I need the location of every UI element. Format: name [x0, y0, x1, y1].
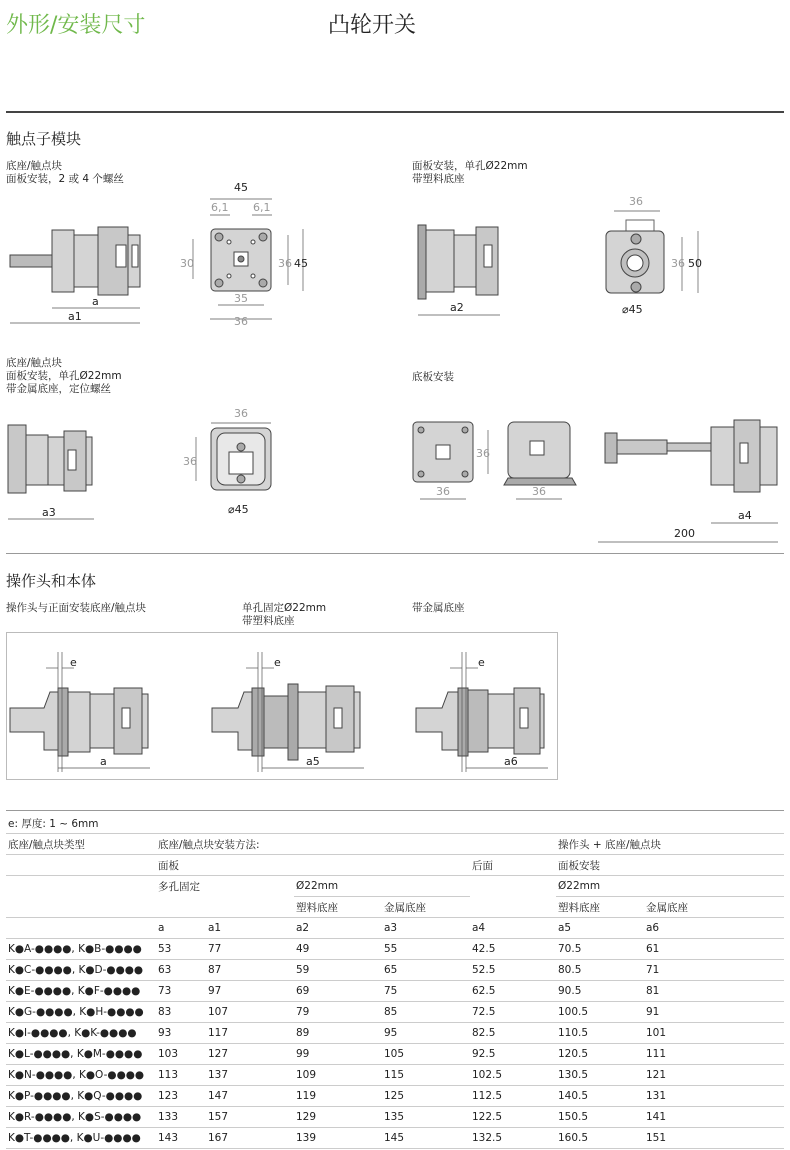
- cell-a: 83: [156, 1002, 206, 1023]
- operator-body-drawings: [6, 632, 558, 780]
- cell-a6: 101: [644, 1023, 784, 1044]
- cell-a6: 151: [644, 1128, 784, 1149]
- cell-type: K●C-●●●●, K●D-●●●●: [6, 960, 156, 981]
- fig1-front-view: [211, 229, 271, 291]
- cell-a2: 99: [294, 1044, 382, 1065]
- cell-type: K●I-●●●●, K●K-●●●●: [6, 1023, 156, 1044]
- col-a: a: [156, 918, 206, 939]
- cell-a1: 137: [206, 1065, 294, 1086]
- table-top-divider: [6, 810, 784, 811]
- dim-50: 50: [688, 257, 702, 270]
- cell-a3: 55: [382, 939, 470, 960]
- cell-type: K●L-●●●●, K●M-●●●●: [6, 1044, 156, 1065]
- cell-a1: 87: [206, 960, 294, 981]
- fig3-label: 底座/触点块 面板安装，单孔Ø22mm 带金属底座，定位螺丝: [6, 357, 122, 395]
- cell-a6: 71: [644, 960, 784, 981]
- cell-a4: 102.5: [470, 1065, 556, 1086]
- cell-a3: 135: [382, 1107, 470, 1128]
- header-d22: Ø22mm: [294, 876, 470, 897]
- fig1-side-view: [10, 227, 140, 295]
- col-a1: a1: [206, 918, 294, 939]
- table-row: [6, 1128, 784, 1149]
- table-row: [6, 981, 784, 1002]
- dim-36-fig3: 36: [234, 407, 248, 420]
- dim-a1: a1: [68, 310, 82, 323]
- dim-45: 45: [234, 181, 248, 194]
- cell-a2: 129: [294, 1107, 382, 1128]
- fig3-front-view: [211, 428, 271, 490]
- s2-dim-a6: a6: [504, 755, 518, 768]
- header-metal: 金属底座: [382, 897, 470, 918]
- dim-35: 35: [234, 292, 248, 305]
- cell-a6: 61: [644, 939, 784, 960]
- header-metal-2: 金属底座: [644, 897, 784, 918]
- cell-a1: 77: [206, 939, 294, 960]
- s2-dim-a: a: [100, 755, 107, 768]
- cell-type: K●A-●●●●, K●B-●●●●: [6, 939, 156, 960]
- col-a2: a2: [294, 918, 382, 939]
- dim-36-bottom: 36: [234, 315, 248, 328]
- table-row: [6, 1002, 784, 1023]
- cell-a4: 82.5: [470, 1023, 556, 1044]
- cell-a3: 125: [382, 1086, 470, 1107]
- s2-fig3-label: 带金属底座: [412, 602, 465, 614]
- table-row: [6, 939, 784, 960]
- cell-a3: 75: [382, 981, 470, 1002]
- cell-a2: 119: [294, 1086, 382, 1107]
- fig1-label: 底座/触点块 面板安装，2 或 4 个螺丝: [6, 160, 124, 185]
- fig4-rail-view: [504, 422, 576, 485]
- page-category-title: 外形/安装尺寸: [6, 13, 146, 38]
- dim-30: 30: [180, 257, 194, 270]
- cell-a5: 80.5: [556, 960, 644, 981]
- dim-36-fig3-v: 36: [183, 455, 197, 468]
- cell-a5: 120.5: [556, 1044, 644, 1065]
- s2-dim-a5: a5: [306, 755, 320, 768]
- cell-a5: 90.5: [556, 981, 644, 1002]
- fig4-extension-view: [605, 420, 777, 492]
- dim-36-fig4-v: 36: [476, 447, 490, 460]
- section-divider: [6, 553, 784, 554]
- dim-diam45-fig2: ⌀45: [622, 303, 643, 316]
- cell-a3: 115: [382, 1065, 470, 1086]
- header-panel: 面板: [156, 855, 470, 876]
- cell-a6: 141: [644, 1107, 784, 1128]
- col-a3: a3: [382, 918, 470, 939]
- cell-a: 103: [156, 1044, 206, 1065]
- cell-a2: 59: [294, 960, 382, 981]
- cell-a: 143: [156, 1128, 206, 1149]
- cell-a3: 145: [382, 1128, 470, 1149]
- header-head-body: 操作头 + 底座/触点块: [556, 834, 784, 855]
- dim-45-right: 45: [294, 257, 308, 270]
- table-row: [6, 960, 784, 981]
- dim-a2: a2: [450, 301, 464, 314]
- cell-a6: 121: [644, 1065, 784, 1086]
- cell-a: 73: [156, 981, 206, 1002]
- cell-a4: 72.5: [470, 1002, 556, 1023]
- dim-6-1-left: 6,1: [211, 201, 229, 214]
- cell-a2: 109: [294, 1065, 382, 1086]
- cell-a5: 110.5: [556, 1023, 644, 1044]
- cell-a5: 130.5: [556, 1065, 644, 1086]
- cell-a1: 157: [206, 1107, 294, 1128]
- dim-diam45-fig3: ⌀45: [228, 503, 249, 516]
- col-a6: a6: [644, 918, 784, 939]
- header-install-method: 底座/触点块安装方法:: [156, 834, 556, 855]
- section-title-operator-body: 操作头和本体: [6, 572, 97, 590]
- cell-a6: 91: [644, 1002, 784, 1023]
- cell-a4: 52.5: [470, 960, 556, 981]
- cell-a3: 65: [382, 960, 470, 981]
- s2-dim-e-1: e: [70, 656, 77, 669]
- table-row: [6, 1107, 784, 1128]
- cell-a4: 122.5: [470, 1107, 556, 1128]
- fig2-side-view: [418, 225, 498, 299]
- cell-a: 63: [156, 960, 206, 981]
- cell-a6: 131: [644, 1086, 784, 1107]
- cell-a3: 105: [382, 1044, 470, 1065]
- cell-type: K●E-●●●●, K●F-●●●●: [6, 981, 156, 1002]
- header-rear: 后面: [470, 855, 556, 876]
- cell-a1: 127: [206, 1044, 294, 1065]
- dim-200: 200: [674, 527, 695, 540]
- table-row: [6, 1044, 784, 1065]
- contact-module-drawings: [0, 175, 790, 545]
- header-panel-install: 面板安装: [556, 855, 784, 876]
- cell-type: K●G-●●●●, K●H-●●●●: [6, 1002, 156, 1023]
- cell-a: 123: [156, 1086, 206, 1107]
- cell-a2: 79: [294, 1002, 382, 1023]
- dim-a3: a3: [42, 506, 56, 519]
- header-type: 底座/触点块类型: [6, 834, 156, 855]
- fig3-side-view: [8, 425, 92, 493]
- col-a5: a5: [556, 918, 644, 939]
- cell-a1: 107: [206, 1002, 294, 1023]
- header-divider: [6, 111, 784, 113]
- cell-type: K●N-●●●●, K●O-●●●●: [6, 1065, 156, 1086]
- cell-a3: 85: [382, 1002, 470, 1023]
- fig2-label: 面板安装，单孔Ø22mm 带塑料底座: [412, 160, 528, 185]
- dim-36-right: 36: [278, 257, 292, 270]
- header-multi-hole: 多孔固定: [158, 880, 200, 893]
- cell-a1: 147: [206, 1086, 294, 1107]
- dim-a4: a4: [738, 509, 752, 522]
- dim-36-fig2: 36: [629, 195, 643, 208]
- section-title-contact-modules: 触点子模块: [6, 130, 82, 148]
- cell-a: 113: [156, 1065, 206, 1086]
- cell-a5: 100.5: [556, 1002, 644, 1023]
- cell-type: K●P-●●●●, K●Q-●●●●: [6, 1086, 156, 1107]
- cell-a5: 150.5: [556, 1107, 644, 1128]
- cell-a1: 97: [206, 981, 294, 1002]
- table-row: [6, 1086, 784, 1107]
- cell-a2: 69: [294, 981, 382, 1002]
- fig4-base-plate-view: [413, 422, 473, 482]
- table-note: e: 厚度: 1 ~ 6mm: [6, 813, 784, 834]
- cell-a4: 132.5: [470, 1128, 556, 1149]
- col-a4: a4: [470, 918, 556, 939]
- cell-a2: 139: [294, 1128, 382, 1149]
- cell-a6: 111: [644, 1044, 784, 1065]
- cell-type: K●T-●●●●, K●U-●●●●: [6, 1128, 156, 1149]
- cell-a: 53: [156, 939, 206, 960]
- dimensions-table: [6, 813, 784, 1149]
- table-row: [6, 1065, 784, 1086]
- cell-a4: 112.5: [470, 1086, 556, 1107]
- column-letters-row: [6, 918, 784, 939]
- fig4-label: 底板安装: [412, 371, 454, 383]
- page-product-title: 凸轮开关: [328, 13, 417, 38]
- s2-dim-e-2: e: [274, 656, 281, 669]
- dim-36-fig4-b: 36: [532, 485, 546, 498]
- table-row: [6, 1023, 784, 1044]
- fig2-front-view: [606, 220, 664, 293]
- header-plastic: 塑料底座: [294, 897, 382, 918]
- cell-a: 133: [156, 1107, 206, 1128]
- cell-a4: 62.5: [470, 981, 556, 1002]
- cell-a5: 160.5: [556, 1128, 644, 1149]
- cell-a4: 92.5: [470, 1044, 556, 1065]
- cell-a1: 167: [206, 1128, 294, 1149]
- header-plastic-2: 塑料底座: [556, 897, 644, 918]
- dim-a: a: [92, 295, 99, 308]
- cell-a6: 81: [644, 981, 784, 1002]
- cell-a1: 117: [206, 1023, 294, 1044]
- header-d22-b: Ø22mm: [556, 876, 784, 897]
- dim-36-fig2-v: 36: [671, 257, 685, 270]
- cell-a: 93: [156, 1023, 206, 1044]
- dim-36-fig4-a: 36: [436, 485, 450, 498]
- cell-a5: 70.5: [556, 939, 644, 960]
- dim-6-1-right: 6,1: [253, 201, 271, 214]
- cell-a4: 42.5: [470, 939, 556, 960]
- s2-fig1-label: 操作头与正面安装底座/触点块: [6, 602, 147, 614]
- cell-a2: 89: [294, 1023, 382, 1044]
- cell-type: K●R-●●●●, K●S-●●●●: [6, 1107, 156, 1128]
- cell-a2: 49: [294, 939, 382, 960]
- s2-fig2-label: 单孔固定Ø22mm 带塑料底座: [242, 602, 327, 627]
- cell-a3: 95: [382, 1023, 470, 1044]
- s2-dim-e-3: e: [478, 656, 485, 669]
- cell-a5: 140.5: [556, 1086, 644, 1107]
